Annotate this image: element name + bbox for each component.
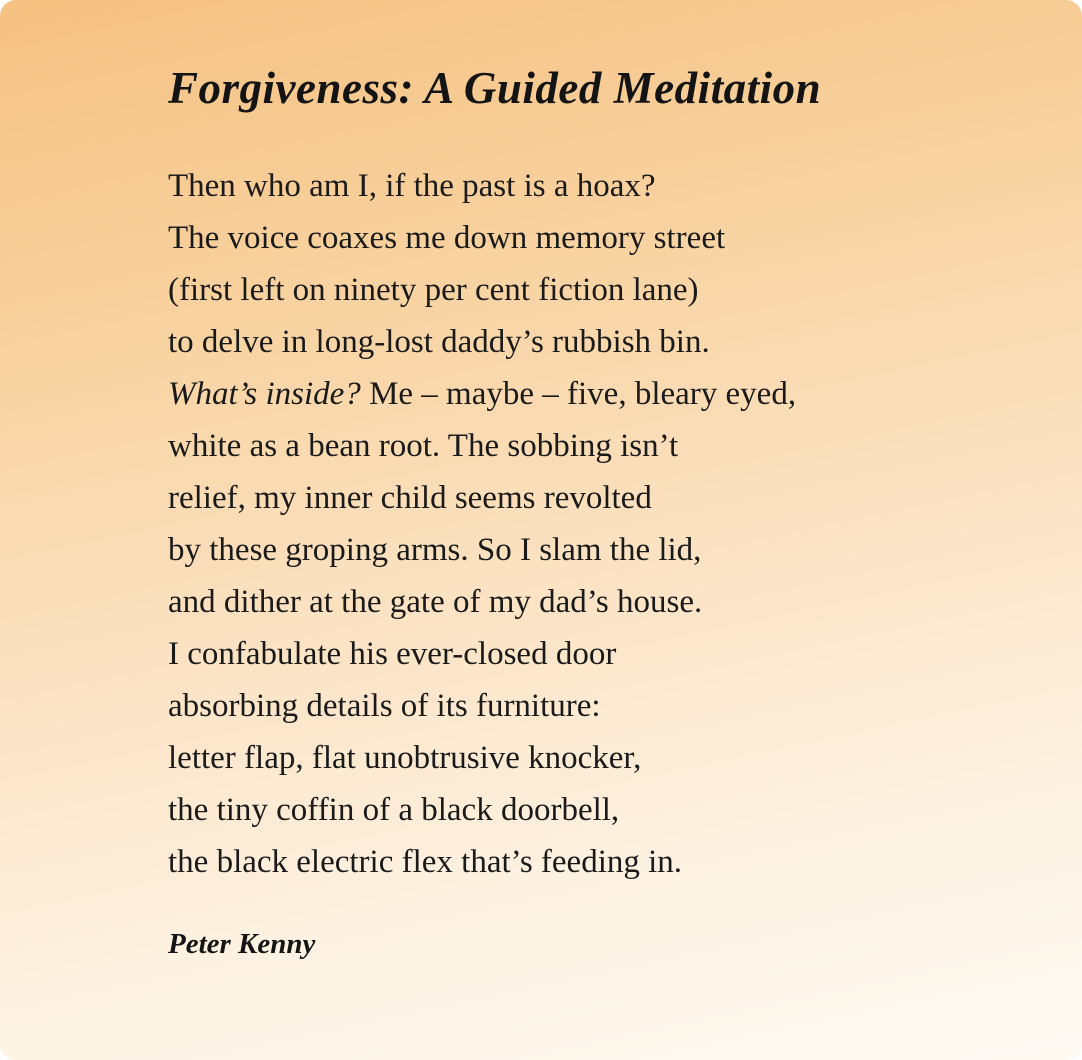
poem-author: Peter Kenny: [168, 927, 316, 960]
poem-line-segment: Then who am I, if the past is a hoax?: [168, 167, 656, 204]
poem-line: [168, 264, 1022, 316]
poem-line: [168, 784, 1022, 836]
poem-line: [168, 576, 1022, 628]
poem-line-segment: by these groping arms. So I slam the lid,: [168, 531, 702, 568]
poem-line: [168, 316, 1022, 368]
poem-line: [168, 368, 1022, 420]
poem-line-segment: the black electric flex that’s feeding in.: [168, 843, 683, 880]
poem-title: Forgiveness: A Guided Meditation: [168, 63, 822, 113]
poem-line: [168, 420, 1022, 472]
poem-line-segment: relief, my inner child seems revolted: [168, 479, 652, 516]
poem-line: [168, 472, 1022, 524]
poem-body: [168, 160, 1022, 888]
poem-line-italic-segment: What’s inside?: [168, 375, 370, 412]
poem-line: [168, 212, 1022, 264]
poem-line-segment: Me – maybe – five, bleary eyed,: [369, 375, 797, 412]
poem-line-segment: absorbing details of its furniture:: [168, 687, 601, 724]
poem-line-segment: to delve in long-lost daddy’s rubbish bin.: [168, 323, 710, 360]
poem-line: [168, 732, 1022, 784]
poem-line-segment: the tiny coffin of a black doorbell,: [168, 791, 620, 828]
poem-line-segment: letter flap, flat unobtrusive knocker,: [168, 739, 642, 776]
poem-line-segment: I confabulate his ever-closed door: [168, 635, 617, 672]
poem-line: [168, 160, 1022, 212]
poem-content: [168, 64, 1022, 961]
poem-line: [168, 524, 1022, 576]
poem-line-segment: (first left on ninety per cent fiction lane): [168, 271, 699, 308]
poem-line-segment: white as a bean root. The sobbing isn’t: [168, 427, 679, 464]
poem-line-segment: The voice coaxes me down memory street: [168, 219, 726, 256]
poem-line: [168, 628, 1022, 680]
poem-line: [168, 836, 1022, 888]
poem-line: [168, 680, 1022, 732]
poem-line-segment: and dither at the gate of my dad’s house.: [168, 583, 703, 620]
